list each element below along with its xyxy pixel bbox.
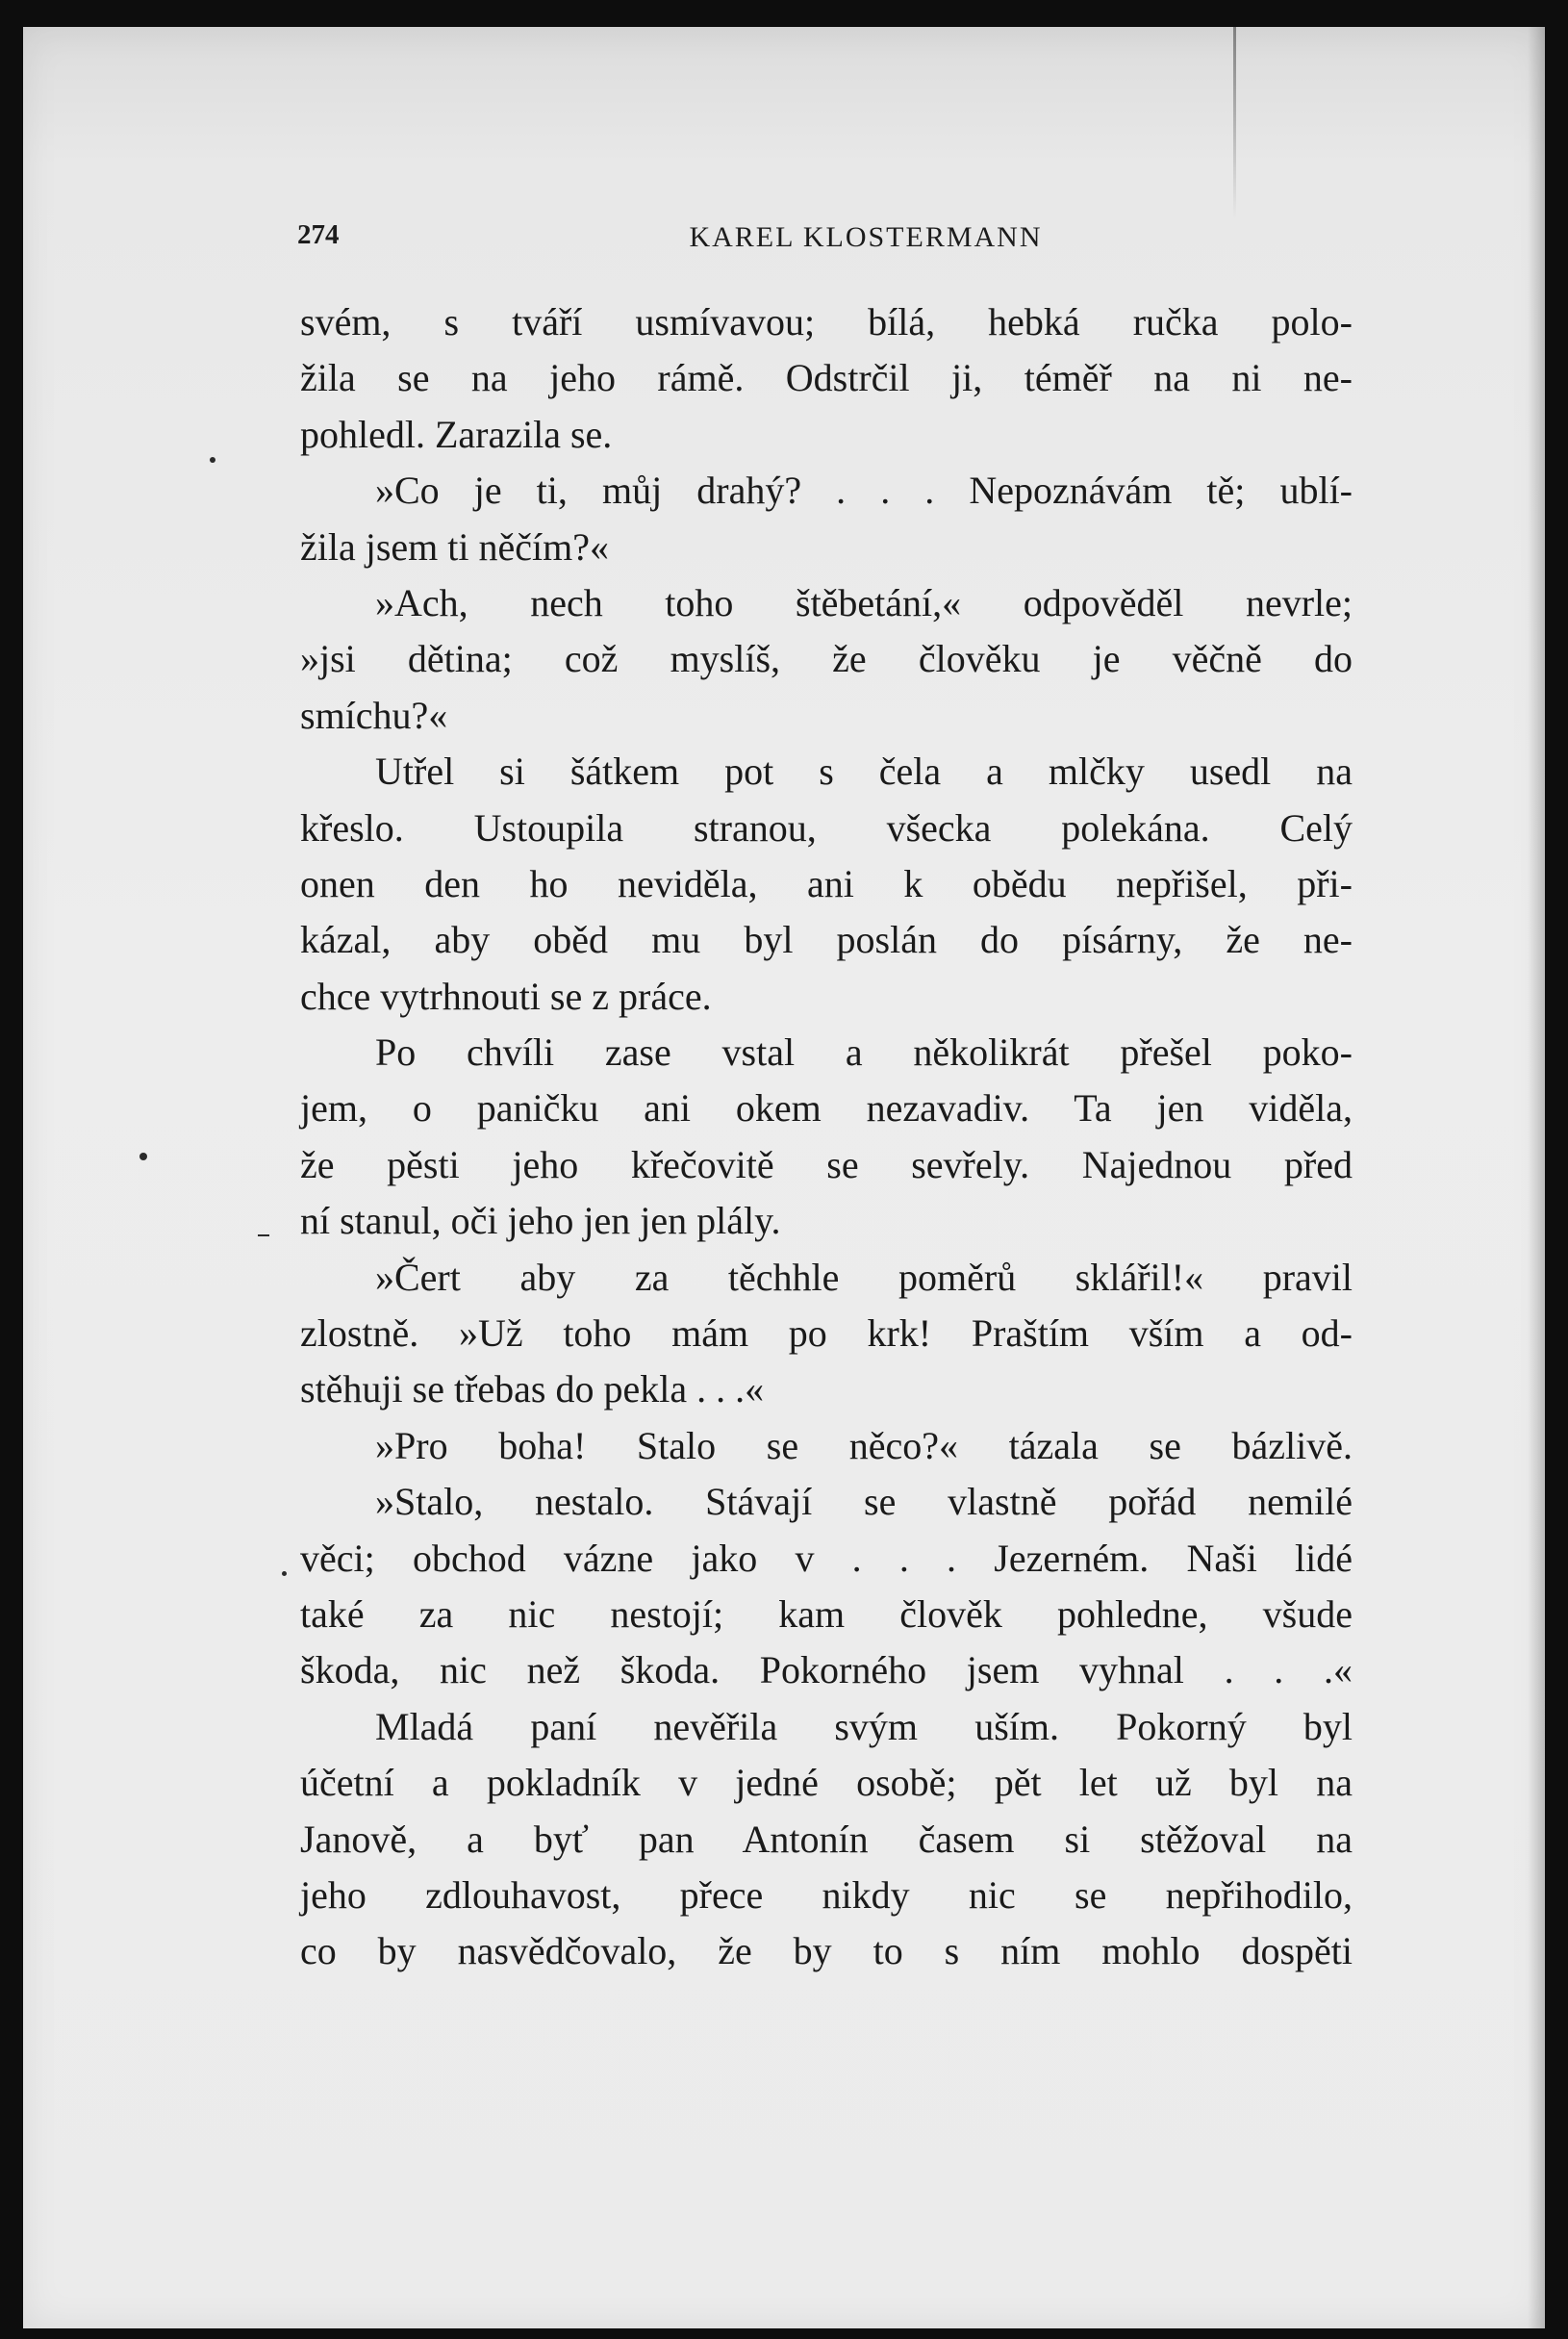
text-line: »Pro boha! Stalo se něco?« tázala se bázlivě. bbox=[375, 1423, 1353, 1467]
stray-mark bbox=[282, 1571, 287, 1576]
text-line: kázal, aby oběd mu byl poslán do písárny, že ne- bbox=[300, 918, 1353, 962]
text-line: »jsi dětina; což myslíš, že člověku je věčně do bbox=[300, 637, 1353, 681]
text-line: účetní a pokladník v jedné osobě; pět let už byl na bbox=[300, 1761, 1353, 1805]
text-line: Janově, a byť pan Antonín časem si stěžoval na bbox=[300, 1817, 1353, 1861]
text-line: »Stalo, nestalo. Stávají se vlastně pořád nemilé bbox=[375, 1480, 1353, 1524]
text-line: také za nic nestojí; kam člověk pohledne, všude bbox=[300, 1591, 1353, 1636]
text-line: křeslo. Ustoupila stranou, všecka polekána. Celý bbox=[300, 805, 1353, 850]
page-number: 274 bbox=[297, 219, 340, 250]
text-line: žila se na jeho rámě. Odstrčil ji, téměř na ni ne- bbox=[300, 356, 1353, 400]
text-line: Po chvíli zase vstal a několikrát přešel poko- bbox=[375, 1030, 1353, 1075]
text-line: »Čert aby za těchhle poměrů sklářil!« pravil bbox=[375, 1255, 1353, 1299]
text-line: věci; obchod vázne jako v . . . Jezerném. Naši lidé bbox=[300, 1536, 1353, 1580]
stray-mark bbox=[210, 457, 215, 463]
text-line: chce vytrhnouti se z práce. bbox=[300, 974, 712, 1018]
text-line: smíchu?« bbox=[300, 693, 448, 737]
page-edge-shadow bbox=[1528, 27, 1545, 2328]
text-line: že pěsti jeho křečovitě se sevřely. Najednou před bbox=[300, 1142, 1353, 1186]
stray-mark bbox=[258, 1234, 269, 1236]
text-line: škoda, nic než škoda. Pokorného jsem vyhnal . . .« bbox=[300, 1648, 1353, 1692]
page-header bbox=[274, 219, 1371, 262]
text-line: žila jsem ti něčím?« bbox=[300, 524, 609, 569]
text-line: jeho zdlouhavost, přece nikdy nic se nepřihodilo, bbox=[300, 1872, 1353, 1917]
text-line: co by nasvědčovalo, že by to s ním mohlo dospěti bbox=[300, 1929, 1353, 1973]
text-line: pohledl. Zarazila se. bbox=[300, 412, 613, 456]
page-crease bbox=[1233, 27, 1236, 219]
text-line: »Ach, nech toho štěbetání,« odpověděl nevrle; bbox=[375, 580, 1353, 624]
text-line: Mladá paní nevěřila svým uším. Pokorný byl bbox=[375, 1704, 1353, 1748]
text-line: »Co je ti, můj drahý? . . . Nepoznávám tě; ublí- bbox=[375, 469, 1353, 513]
stray-mark bbox=[139, 1153, 147, 1160]
text-line: ní stanul, oči jeho jen jen plály. bbox=[300, 1199, 781, 1243]
text-line: jem, o paničku ani okem nezavadiv. Ta jen viděla, bbox=[300, 1086, 1353, 1131]
text-line: onen den ho neviděla, ani k obědu nepřišel, při- bbox=[300, 861, 1353, 905]
body-text bbox=[300, 294, 1353, 1980]
text-line: stěhuji se třebas do pekla . . .« bbox=[300, 1367, 765, 1411]
text-line: zlostně. »Už toho mám po krk! Praštím vším a od- bbox=[300, 1311, 1353, 1356]
text-line: svém, s tváří usmívavou; bílá, hebká ručka polo- bbox=[300, 300, 1353, 343]
text-line: Utřel si šátkem pot s čela a mlčky usedl na bbox=[375, 750, 1353, 794]
running-head: KAREL KLOSTERMANN bbox=[689, 221, 1043, 253]
